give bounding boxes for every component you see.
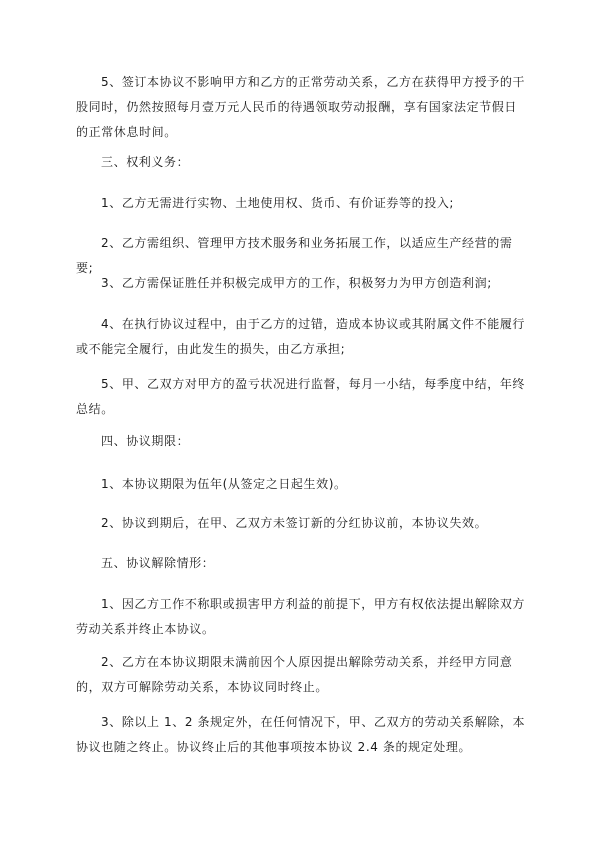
section-heading-agreement-term: 四、协议期限： <box>101 434 190 448</box>
paragraph-clause-3-4: 4、在执行协议过程中，由于乙方的过错，造成本协议或其附属文件不能履行或不能完全履行，由此发生的损失，由乙方承担; <box>76 317 526 356</box>
paragraph-clause-3-5: 5、甲、乙双方对甲方的盈亏状况进行监督，每月一小结，每季度中结，年终总结。 <box>76 377 526 416</box>
section-heading-rights-obligations: 三、权利义务： <box>101 155 190 169</box>
paragraph-clause-5-3: 3、除以上 1、2 条规定外，在任何情况下，甲、乙双方的劳动关系解除，本协议也随之终止。协议终止后的其他事项按本协议 2.4 条的规定处理。 <box>76 715 526 754</box>
paragraph-clause-3-2: 2、乙方需组织、管理甲方技术服务和业务拓展工作，以适应生产经营的需要; <box>76 236 513 275</box>
paragraph-clause-5-1: 1、因乙方工作不称职或损害甲方利益的前提下，甲方有权依法提出解除双方劳动关系并终止本协议。 <box>76 597 526 636</box>
paragraph-clause-3-1: 1、乙方无需进行实物、土地使用权、货币、有价证券等的投入; <box>101 196 455 210</box>
paragraph-clause-4-2: 2、协议到期后，在甲、乙双方未签订新的分红协议前，本协议失效。 <box>101 516 488 530</box>
paragraph-clause-5-2: 2、乙方在本协议期限未满前因个人原因提出解除劳动关系，并经甲方同意的，双方可解除劳动关系，本协议同时终止。 <box>76 655 513 694</box>
paragraph-clause-3-3: 3、乙方需保证胜任并积极完成甲方的工作，积极努力为甲方创造利润; <box>101 276 492 290</box>
paragraph-clause-2-5: 5、签订本协议不影响甲方和乙方的正常劳动关系，乙方在获得甲方授予的干股同时，仍然按照每月壹万元人民币的待遇领取劳动报酬，享有国家法定节假日的正常休息时间。 <box>76 75 526 139</box>
section-heading-termination: 五、协议解除情形： <box>101 556 215 570</box>
paragraph-clause-4-1: 1、本协议期限为伍年(从签定之日起生效)。 <box>101 477 347 491</box>
